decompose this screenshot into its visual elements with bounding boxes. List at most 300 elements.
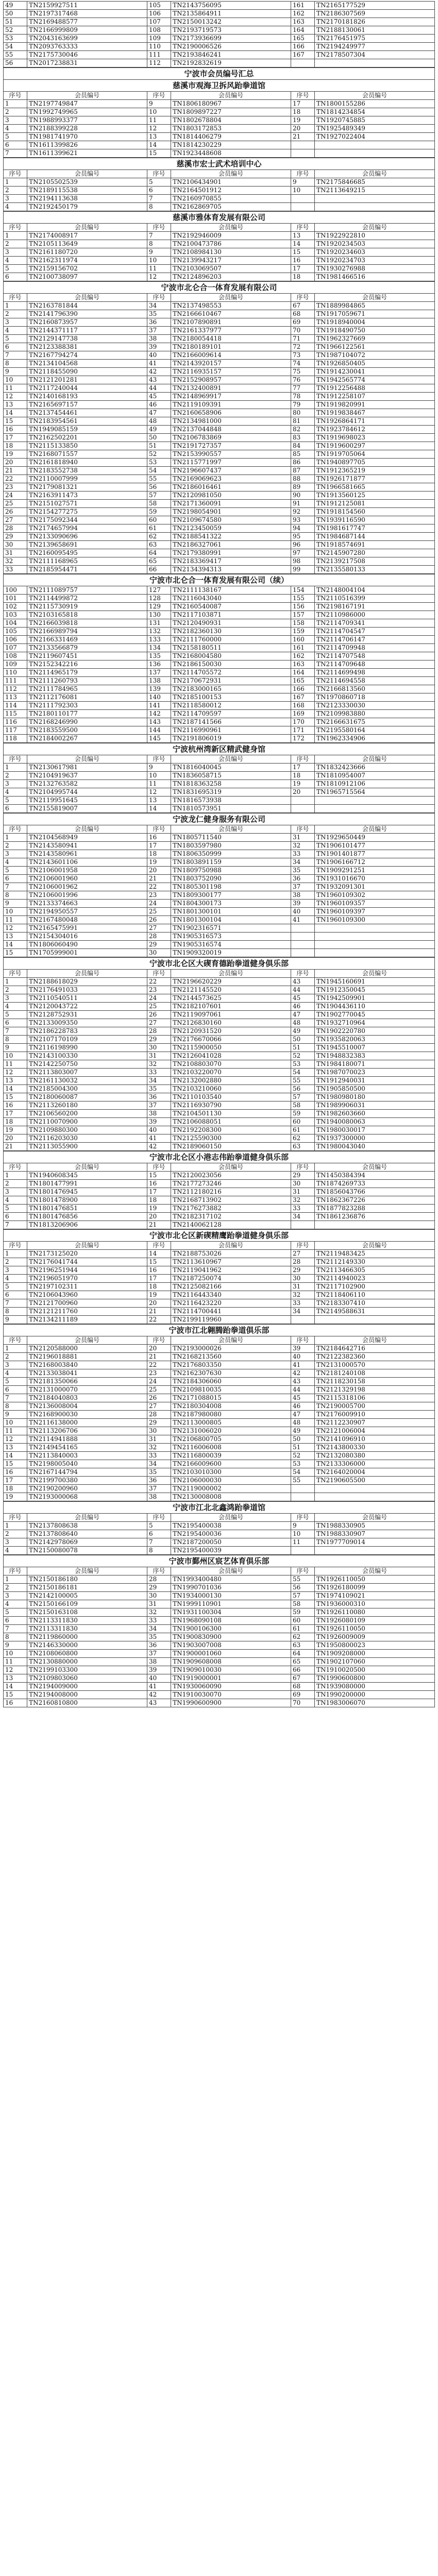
seq-cell: 4 — [4, 203, 27, 211]
seq-cell: 129 — [147, 603, 171, 611]
seq-cell: 7 — [4, 1299, 27, 1308]
member-id-cell: TN2109803060 — [27, 1674, 147, 1683]
member-id-cell: TN2116006008 — [171, 1444, 291, 1452]
seq-cell: 15 — [4, 1460, 27, 1468]
member-id-cell: TN2162869705 — [171, 203, 291, 211]
member-id-cell: TN2168713902 — [171, 1196, 291, 1205]
seq-cell: 68 — [291, 310, 314, 318]
table-row — [4, 1126, 435, 1134]
column-header-seq: 序号 — [291, 1163, 314, 1172]
seq-cell: 8 — [4, 1633, 27, 1641]
table-row — [4, 788, 435, 796]
member-table — [3, 170, 435, 211]
seq-cell: 112 — [147, 59, 171, 67]
seq-cell: 21 — [147, 1353, 171, 1361]
member-id-cell: TN1993400480 — [171, 1575, 291, 1584]
column-header-member: 会员编号 — [27, 1163, 147, 1172]
seq-cell: 31 — [4, 549, 27, 557]
seq-cell: 4 — [4, 858, 27, 867]
seq-cell: 37 — [147, 1101, 171, 1110]
seq-cell: 95 — [291, 533, 314, 541]
member-id-cell: TN2093763333 — [27, 43, 147, 51]
member-id-cell: TN1966122561 — [315, 343, 435, 351]
member-id-cell: TN2113311830 — [27, 1617, 147, 1625]
member-id-cell: TN2109880300 — [27, 1126, 147, 1134]
member-id-cell: TN2166813560 — [315, 685, 435, 693]
column-header-seq: 序号 — [291, 1514, 314, 1522]
member-id-cell: TN2171088015 — [171, 1394, 291, 1402]
seq-cell: 64 — [147, 549, 171, 557]
member-id-cell: TN2134394313 — [171, 566, 291, 574]
member-id-cell: TN2110007999 — [27, 475, 147, 483]
seq-cell: 9 — [147, 100, 171, 108]
seq-cell: 39 — [147, 343, 171, 351]
seq-cell: 28 — [147, 1411, 171, 1419]
member-id-cell: TN2185954471 — [27, 566, 147, 574]
member-id-cell: TN2137454461 — [27, 409, 147, 417]
member-id-cell: TN1919820991 — [315, 401, 435, 409]
member-id-cell: TN1940608345 — [27, 1172, 147, 1180]
seq-cell: 45 — [147, 393, 171, 401]
seq-cell: 46 — [291, 1402, 314, 1411]
member-id-cell: TN2176041744 — [27, 1258, 147, 1266]
seq-cell — [291, 949, 314, 957]
member-table — [3, 293, 435, 574]
member-id-cell: TN2109674580 — [171, 516, 291, 524]
seq-cell: 10 — [4, 1052, 27, 1060]
seq-cell: 21 — [147, 1221, 171, 1229]
table-row — [4, 549, 435, 557]
seq-cell: 43 — [147, 376, 171, 384]
seq-cell: 38 — [147, 1110, 171, 1118]
seq-cell: 18 — [147, 1283, 171, 1291]
member-id-cell: TN1935820063 — [315, 1036, 435, 1044]
member-id-cell: TN2162307630 — [171, 1369, 291, 1378]
seq-cell: 45 — [291, 994, 314, 1003]
member-id-cell: TN1801476945 — [27, 1188, 147, 1196]
table-row — [4, 417, 435, 426]
member-id-cell: TN2165475991 — [27, 924, 147, 933]
member-id-cell: TN1999110901 — [171, 1600, 291, 1608]
seq-cell: 22 — [147, 1361, 171, 1369]
member-id-cell: TN2109983880 — [315, 710, 435, 718]
member-id-cell: TN2186327061 — [171, 541, 291, 549]
member-id-cell: TN1918940004 — [315, 318, 435, 327]
seq-cell: 64 — [291, 1650, 314, 1658]
seq-cell: 15 — [147, 149, 171, 158]
seq-cell: 54 — [291, 1468, 314, 1477]
seq-cell: 18 — [4, 442, 27, 450]
member-id-cell: TN2188753026 — [171, 1250, 291, 1258]
roster-section — [3, 1151, 435, 1229]
column-header-member: 会员编号 — [171, 1514, 291, 1522]
seq-cell: 32 — [147, 1060, 171, 1069]
table-row — [4, 994, 435, 1003]
table-row — [4, 842, 435, 850]
seq-cell: 1 — [4, 834, 27, 842]
member-id-cell: TN2139658691 — [27, 541, 147, 549]
member-id-cell: TN1836058715 — [171, 772, 291, 780]
seq-cell: 4 — [4, 1275, 27, 1283]
table-row — [4, 203, 435, 211]
seq-cell: 37 — [147, 1650, 171, 1658]
member-id-cell: TN1902770045 — [315, 1011, 435, 1019]
table-row — [4, 850, 435, 858]
member-id-cell: TN1909320019 — [171, 949, 291, 957]
seq-cell: 60 — [291, 1118, 314, 1126]
seq-cell: 38 — [147, 1493, 171, 1501]
seq-cell: 22 — [147, 978, 171, 986]
seq-cell: 20 — [291, 788, 314, 796]
member-id-cell: TN2111792303 — [27, 702, 147, 710]
table-row — [4, 533, 435, 541]
column-header-seq: 序号 — [4, 755, 27, 764]
member-id-cell: TN2187250074 — [171, 1275, 291, 1283]
section-title: 慈溪市雅体育发展有限公司 — [3, 211, 435, 223]
seq-cell: 10 — [4, 376, 27, 384]
member-id-cell: TN1931016670 — [315, 875, 435, 883]
member-id-cell: TN2176803350 — [171, 1361, 291, 1369]
member-id-cell: TN2158180511 — [171, 644, 291, 652]
member-id-cell: TN1906101477 — [315, 842, 435, 850]
member-id-cell: TN2122382360 — [315, 1353, 435, 1361]
roster-section — [3, 211, 435, 281]
member-id-cell: TN1934000130 — [171, 1592, 291, 1600]
table-row — [4, 401, 435, 409]
seq-cell: 2 — [4, 1258, 27, 1266]
seq-cell: 8 — [4, 891, 27, 900]
member-id-cell: TN2162311974 — [27, 257, 147, 265]
seq-cell: 19 — [291, 780, 314, 788]
member-id-cell — [315, 1485, 435, 1493]
seq-cell: 37 — [147, 1485, 171, 1493]
seq-cell: 78 — [291, 393, 314, 401]
member-id-cell — [315, 141, 435, 149]
table-row — [4, 409, 435, 417]
seq-cell: 28 — [147, 1575, 171, 1584]
member-id-cell: TN2178507304 — [315, 51, 435, 59]
member-id-cell: TN2186016461 — [171, 483, 291, 492]
member-id-cell: TN2190006526 — [171, 43, 291, 51]
seq-cell: 12 — [147, 788, 171, 796]
member-id-cell: TN2123330030 — [315, 702, 435, 710]
seq-cell: 6 — [4, 343, 27, 351]
seq-cell: 52 — [4, 26, 27, 35]
column-header-member: 会员编号 — [27, 92, 147, 100]
table-row — [4, 1266, 435, 1275]
seq-cell: 14 — [4, 409, 27, 417]
member-id-cell: TN2166039818 — [27, 619, 147, 628]
seq-cell: 41 — [147, 1683, 171, 1691]
section-title: 慈溪市观海卫拆风跆拳道馆 — [3, 79, 435, 91]
member-id-cell: TN1914230041 — [315, 368, 435, 376]
table-header-row — [4, 92, 435, 100]
seq-cell: 10 — [4, 908, 27, 916]
seq-cell: 162 — [291, 652, 314, 660]
member-id-cell: TN2168246990 — [27, 718, 147, 726]
seq-cell: 43 — [291, 978, 314, 986]
table-row — [4, 483, 435, 492]
member-id-cell: TN2115730919 — [27, 603, 147, 611]
seq-cell: 33 — [291, 1299, 314, 1308]
column-header-seq: 序号 — [147, 92, 171, 100]
seq-cell: 36 — [147, 1093, 171, 1101]
seq-cell: 16 — [4, 1699, 27, 1707]
seq-cell: 42 — [147, 1143, 171, 1151]
member-id-cell: TN2125590300 — [171, 1134, 291, 1143]
member-id-cell: TN1909010030 — [171, 1666, 291, 1674]
seq-cell: 22 — [4, 475, 27, 483]
seq-cell: 111 — [147, 51, 171, 59]
table-row — [4, 924, 435, 933]
member-id-cell: TN1987070023 — [315, 1069, 435, 1077]
seq-cell: 39 — [291, 900, 314, 908]
member-id-cell: TN2161337977 — [171, 327, 291, 335]
seq-cell: 51 — [291, 1044, 314, 1052]
member-id-cell: TN2179081321 — [27, 483, 147, 492]
member-id-cell: TN2115771997 — [171, 459, 291, 467]
roster-section — [3, 1229, 435, 1324]
table-row — [4, 467, 435, 475]
member-id-cell: TN2194009000 — [27, 1683, 147, 1691]
seq-cell: 12 — [147, 273, 171, 281]
roster-section — [3, 1555, 435, 1707]
member-id-cell: TN2171360091 — [171, 500, 291, 508]
seq-cell: 40 — [147, 1674, 171, 1683]
seq-cell: 9 — [4, 1316, 27, 1324]
member-table — [3, 586, 435, 743]
seq-cell: 9 — [4, 1411, 27, 1419]
seq-cell: 23 — [4, 483, 27, 492]
table-header-row — [4, 294, 435, 302]
member-id-cell: TN2114694558 — [315, 677, 435, 685]
member-id-cell: TN2132400891 — [171, 384, 291, 393]
table-row — [4, 1291, 435, 1299]
seq-cell: 29 — [291, 1172, 314, 1180]
member-id-cell: TN1918154560 — [315, 508, 435, 516]
member-id-cell: TN2141096910 — [315, 1435, 435, 1444]
seq-cell: 38 — [147, 335, 171, 343]
member-id-cell: TN2195580164 — [315, 726, 435, 735]
table-row — [4, 149, 435, 158]
member-id-cell — [315, 1493, 435, 1501]
member-id-cell: TN1936000310 — [315, 1600, 435, 1608]
table-row — [4, 669, 435, 677]
seq-cell: 7 — [4, 1625, 27, 1633]
seq-cell: 159 — [291, 628, 314, 636]
member-id-cell: TN2116930790 — [171, 1101, 291, 1110]
member-id-cell: TN2114706147 — [315, 636, 435, 644]
seq-cell: 55 — [147, 475, 171, 483]
seq-cell: 143 — [147, 718, 171, 726]
member-id-cell: TN2193000026 — [171, 1345, 291, 1353]
table-row — [4, 595, 435, 603]
column-header-seq: 序号 — [4, 825, 27, 834]
seq-cell — [291, 1493, 314, 1501]
table-row — [4, 1110, 435, 1118]
seq-cell: 97 — [291, 549, 314, 557]
seq-cell: 34 — [147, 1077, 171, 1085]
member-id-cell: TN1918490750 — [315, 327, 435, 335]
member-id-cell: TN2166631675 — [315, 718, 435, 726]
member-id-cell: TN2130880000 — [27, 1658, 147, 1666]
table-row — [4, 764, 435, 772]
seq-cell: 15 — [291, 248, 314, 257]
seq-cell: 17 — [291, 265, 314, 273]
member-id-cell: TN2110986000 — [315, 611, 435, 619]
seq-cell: 33 — [4, 566, 27, 574]
seq-cell: 38 — [291, 891, 314, 900]
member-id-cell: TN1805301198 — [171, 883, 291, 891]
seq-cell: 30 — [291, 1275, 314, 1283]
member-id-cell: TN2137808640 — [27, 1530, 147, 1538]
member-id-cell: TN2118230158 — [315, 1378, 435, 1386]
seq-cell: 30 — [147, 1044, 171, 1052]
member-id-cell: TN2133306000 — [315, 1460, 435, 1468]
member-id-cell: TN2118580012 — [171, 702, 291, 710]
member-id-cell: TN2194113638 — [27, 195, 147, 203]
member-id-cell: TN2160658906 — [171, 409, 291, 417]
seq-cell: 14 — [4, 1085, 27, 1093]
member-id-cell: TN2120981050 — [171, 492, 291, 500]
seq-cell: 80 — [291, 409, 314, 417]
member-id-cell — [315, 941, 435, 949]
seq-cell — [291, 59, 314, 67]
table-row — [4, 1666, 435, 1674]
member-id-cell: TN2110516399 — [315, 595, 435, 603]
seq-cell: 60 — [147, 516, 171, 524]
column-header-member: 会员编号 — [315, 1567, 435, 1575]
seq-cell: 63 — [291, 1143, 314, 1151]
table-row — [4, 1386, 435, 1394]
seq-cell: 57 — [291, 1093, 314, 1101]
column-header-seq: 序号 — [4, 1567, 27, 1575]
seq-cell: 141 — [147, 702, 171, 710]
seq-cell: 171 — [291, 726, 314, 735]
table-row — [4, 302, 435, 310]
member-id-cell: TN2167480048 — [27, 916, 147, 924]
seq-cell: 20 — [291, 125, 314, 133]
seq-cell: 42 — [147, 1691, 171, 1699]
member-id-cell: TN2183307410 — [315, 1299, 435, 1308]
member-id-cell: TN1925489349 — [315, 125, 435, 133]
seq-cell: 9 — [4, 368, 27, 376]
seq-cell: 77 — [291, 384, 314, 393]
table-row — [4, 1205, 435, 1213]
seq-cell: 27 — [147, 1402, 171, 1411]
seq-cell: 96 — [291, 541, 314, 549]
seq-cell: 28 — [147, 933, 171, 941]
seq-cell: 34 — [291, 858, 314, 867]
column-header-member: 会员编号 — [171, 92, 291, 100]
seq-cell: 70 — [291, 327, 314, 335]
member-id-cell: TN2195400036 — [171, 1530, 291, 1538]
member-id-cell: TN2182360130 — [171, 628, 291, 636]
member-id-cell: TN1902107060 — [315, 1658, 435, 1666]
member-id-cell: TN1923784612 — [315, 426, 435, 434]
seq-cell: 45 — [291, 1394, 314, 1402]
member-id-cell: TN2155819007 — [27, 805, 147, 813]
table-row — [4, 677, 435, 685]
member-id-cell: TN2183369417 — [171, 557, 291, 566]
member-id-cell: TN2114707548 — [315, 652, 435, 660]
member-id-cell: TN1918574691 — [315, 541, 435, 549]
member-id-cell: TN1816573938 — [171, 796, 291, 805]
seq-cell: 67 — [291, 1674, 314, 1683]
seq-cell: 1 — [4, 1250, 27, 1258]
column-header-seq: 序号 — [291, 294, 314, 302]
member-id-cell: TN1900001060 — [171, 1650, 291, 1658]
member-id-cell: TN2109810035 — [171, 1386, 291, 1394]
seq-cell: 32 — [4, 557, 27, 566]
seq-cell: 2 — [4, 310, 27, 318]
member-id-cell: TN1803597980 — [171, 842, 291, 850]
member-id-cell: TN1877823288 — [315, 1205, 435, 1213]
seq-cell: 20 — [4, 1134, 27, 1143]
seq-cell: 48 — [291, 1019, 314, 1027]
table-row — [4, 492, 435, 500]
seq-cell: 13 — [4, 1077, 27, 1085]
section-title: 宁波市江北北鑫鸿跆拳道馆 — [3, 1501, 435, 1513]
member-id-cell: TN2131000070 — [27, 1386, 147, 1394]
member-id-cell: TN1809300177 — [171, 891, 291, 900]
seq-cell: 1 — [4, 764, 27, 772]
table-header-row — [4, 1242, 435, 1250]
member-id-cell: TN2199103300 — [27, 1666, 147, 1674]
seq-cell: 36 — [147, 318, 171, 327]
seq-cell: 63 — [147, 541, 171, 549]
seq-cell: 6 — [4, 875, 27, 883]
member-id-cell: TN2143580941 — [27, 842, 147, 850]
seq-cell: 44 — [147, 384, 171, 393]
seq-cell: 13 — [147, 796, 171, 805]
seq-cell: 30 — [147, 1427, 171, 1435]
member-id-cell: TN1856043766 — [315, 1188, 435, 1196]
member-id-cell: TN2133009350 — [27, 1019, 147, 1027]
member-id-cell: TN2154304016 — [27, 933, 147, 941]
member-id-cell: TN2110070900 — [27, 1118, 147, 1126]
member-id-cell: TN2119097061 — [171, 1011, 291, 1019]
member-id-cell: TN2118455090 — [27, 368, 147, 376]
member-id-cell: TN1942509901 — [315, 994, 435, 1003]
member-id-cell: TN1810912106 — [315, 780, 435, 788]
seq-cell: 19 — [147, 858, 171, 867]
seq-cell: 3 — [4, 1538, 27, 1547]
member-id-cell — [315, 203, 435, 211]
member-id-cell: TN2196607437 — [171, 467, 291, 475]
seq-cell: 2 — [4, 1530, 27, 1538]
member-id-cell: TN2108984130 — [171, 248, 291, 257]
column-header-seq: 序号 — [291, 92, 314, 100]
member-id-cell: TN1980043040 — [315, 1143, 435, 1151]
member-id-cell: TN1945510007 — [315, 1044, 435, 1052]
seq-cell: 35 — [147, 1085, 171, 1093]
member-id-cell: TN2184642716 — [315, 1345, 435, 1353]
member-id-cell: TN2111089757 — [27, 586, 147, 595]
table-row — [4, 1575, 435, 1584]
seq-cell: 161 — [291, 2, 314, 10]
member-id-cell: TN2133566879 — [27, 644, 147, 652]
seq-cell: 12 — [147, 125, 171, 133]
member-id-cell: TN2104919637 — [27, 772, 147, 780]
seq-cell: 106 — [4, 636, 27, 644]
column-header-member: 会员编号 — [27, 1514, 147, 1522]
member-id-cell: TN2129147738 — [27, 335, 147, 343]
member-id-cell: TN2160810800 — [27, 1699, 147, 1707]
member-id-cell: TN2160970855 — [171, 195, 291, 203]
seq-cell: 16 — [147, 1266, 171, 1275]
member-id-cell: TN1814234854 — [315, 108, 435, 116]
